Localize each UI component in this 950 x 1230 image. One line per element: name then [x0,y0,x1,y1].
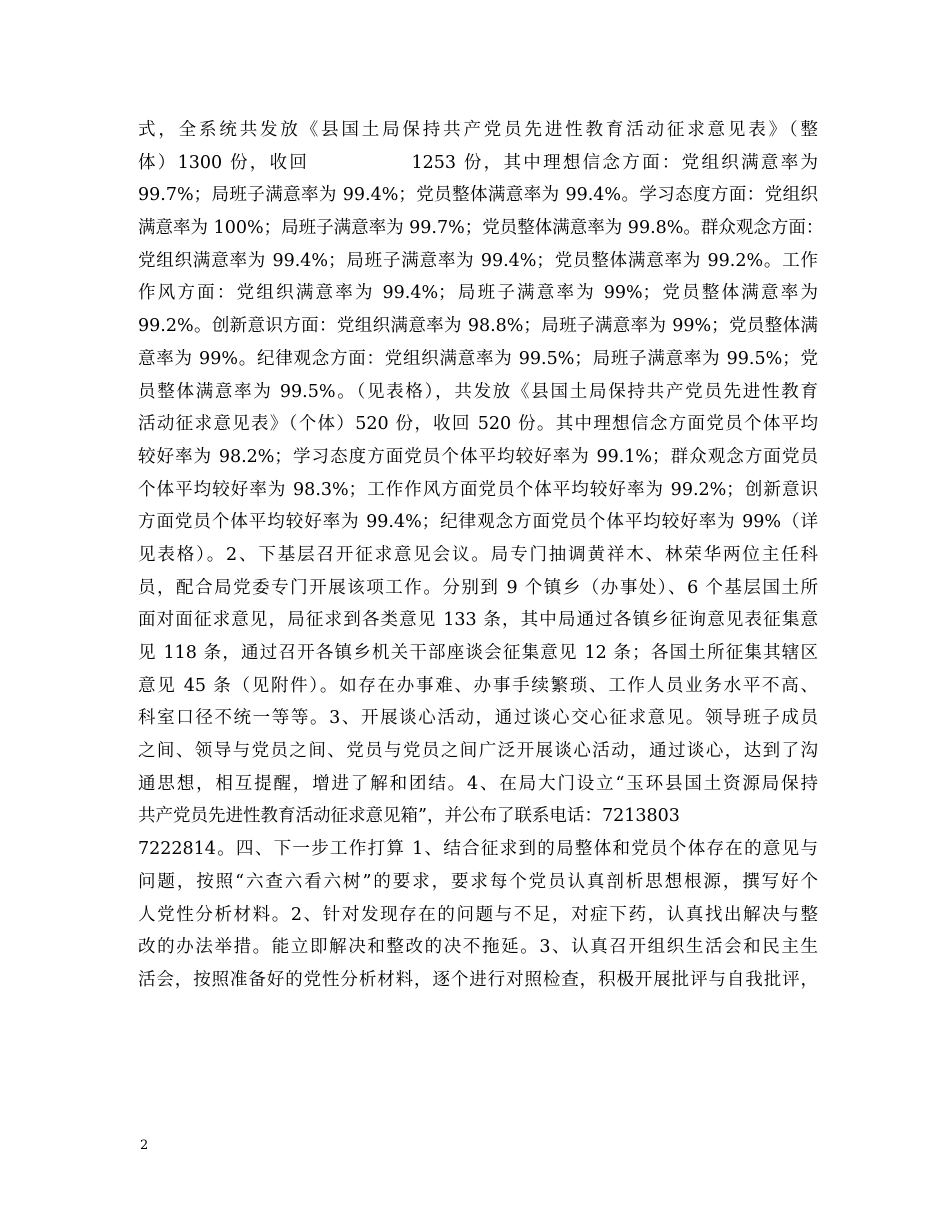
text-line: 满意率为 100%；局班子满意率为 99.7%；党员整体满意率为 99.8%。群众观念方面： [138,218,824,239]
text-line: 作风方面：党组织满意率为 99.4%；局班子满意率为 99%；党员整体满意率为 [138,283,818,304]
text-line: 科室口径不统一等等。3、开展谈心活动，通过谈心交心征求意见。领导班子成员 [138,708,818,729]
page-number: 2 [140,1138,149,1153]
text-line: 人党性分析材料。2、针对发现存在的问题与不足，对症下药，认真找出解决与整 [138,904,818,925]
text-line: 99.2%。创新意识方面：党组织满意率为 98.8%；局班子满意率为 99%；党员整体满 [138,316,818,337]
body-text [138,114,824,997]
text-line: 个体平均较好率为 98.3%；工作作风方面党员个体平均较好率为 99.2%；创新意识 [138,479,818,500]
text-line: 员，配合局党委专门开展该项工作。分别到 9 个镇乡（办事处）、6 个基层国土所 [138,577,818,598]
text-line: 活动征求意见表》（个体）520 份，收回 520 份。其中理想信念方面党员个体平均 [138,414,818,435]
text-line: 党组织满意率为 99.4%；局班子满意率为 99.4%；党员整体满意率为 99.2%。工作 [138,250,818,271]
text-line: 见 118 条，通过召开各镇乡机关干部座谈会征集意见 12 条；各国土所征集其辖区 [138,643,818,663]
text-line: 通思想，相互提醒，增进了解和团结。4、在局大门设立“玉环县国土资源局保持 [138,773,818,794]
text-line: 共产党员先进性教育活动征求意见箱”，并公布了联系电话：7213803 [138,806,680,827]
text-line: 意率为 99%。纪律观念方面：党组织满意率为 99.5%；局班子满意率为 99.5%；党 [138,348,818,369]
text-line: 员整体满意率为 99.5%。（见表格），共发放《县国土局保持共产党员先进性教育 [138,381,818,402]
text-line: 较好率为 98.2%；学习态度方面党员个体平均较好率为 99.1%；群众观念方面党员 [138,446,818,467]
text-line: 意见 45 条（见附件）。如存在办事难、办事手续繁琐、工作人员业务水平不高、 [138,675,818,696]
text-line: 问题，按照“六查六看六树”的要求，要求每个党员认真剖析思想根源，撰写好个 [138,871,818,892]
text-line: 99.7%；局班子满意率为 99.4%；党员整体满意率为 99.4%。学习态度方面：党组织 [138,185,818,206]
text-line: 活会，按照准备好的党性分析材料，逐个进行对照检查，积极开展批评与自我批评， [138,969,818,990]
text-line: 改的办法举措。能立即解决和整改的决不拖延。3、认真召开组织生活会和民主生 [138,937,818,958]
text-line: 之间、领导与党员之间、党员与党员之间广泛开展谈心活动，通过谈心，达到了沟 [138,741,818,762]
text-line: 体）1300 份，收回 1253 份，其中理想信念方面：党组织满意率为 [138,152,818,173]
text-line: 方面党员个体平均较好率为 99.4%；纪律观念方面党员个体平均较好率为 99%（详 [138,512,818,533]
text-line: 面对面征求意见，局征求到各类意见 133 条，其中局通过各镇乡征询意见表征集意 [138,610,818,631]
text-line: 见表格）。2、下基层召开征求意见会议。局专门抽调黄祥木、林荣华两位主任科 [138,544,818,565]
text-line: 式，全系统共发放《县国土局保持共产党员先进性教育活动征求意见表》（整 [138,120,818,140]
text-line: 7222814。四、下一步工作打算 1、结合征求到的局整体和党员个体存在的意见与 [138,839,818,860]
